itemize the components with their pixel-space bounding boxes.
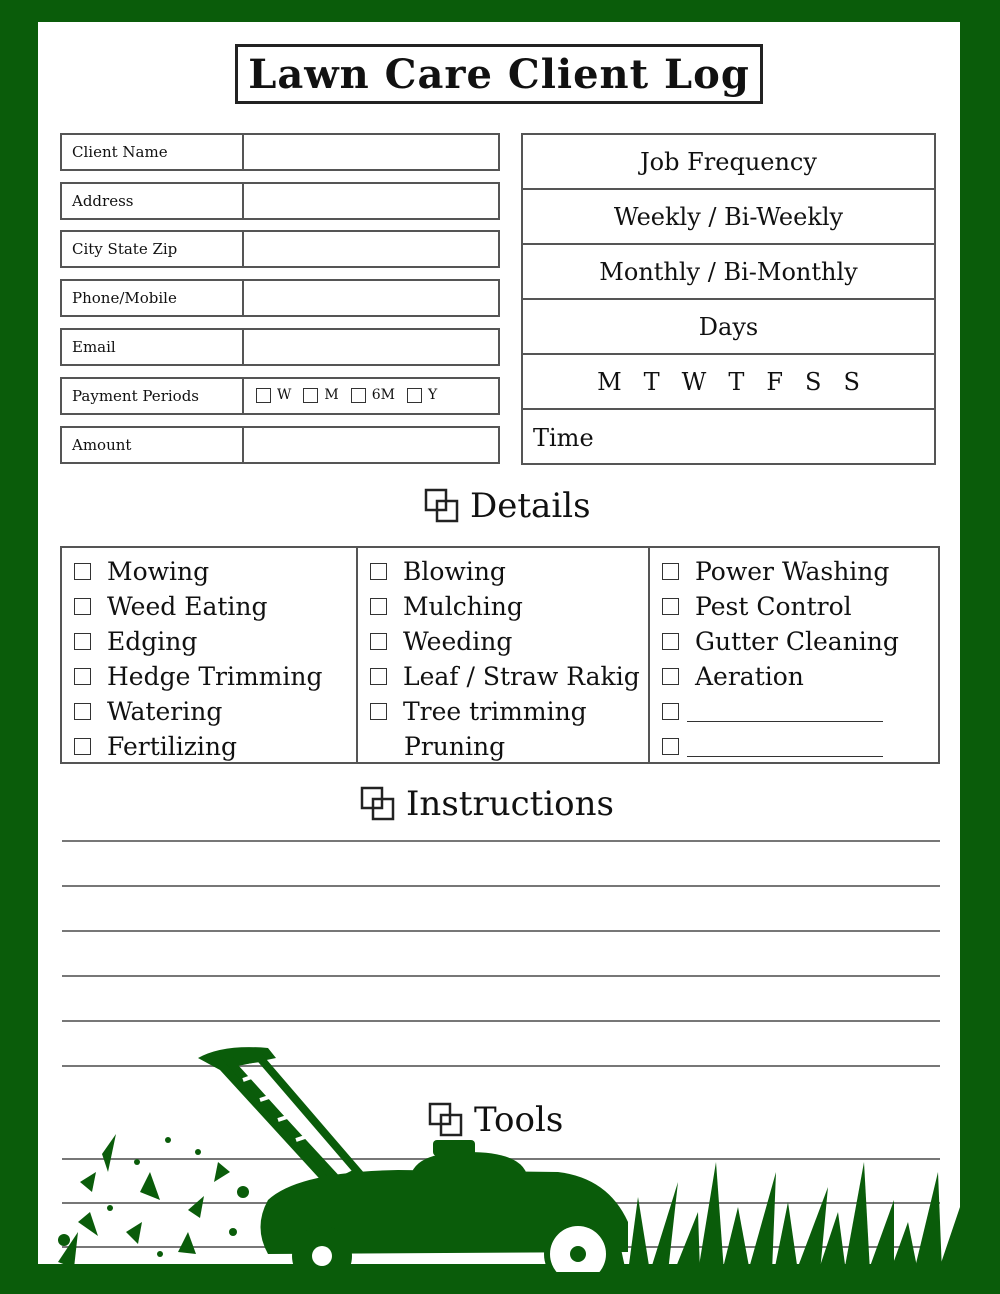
- detail-gutter-cleaning[interactable]: [650, 624, 938, 659]
- checkbox[interactable]: [74, 703, 91, 720]
- day-wed[interactable]: W: [681, 367, 707, 396]
- time-label: Time: [533, 423, 594, 452]
- detail-power-washing[interactable]: [650, 554, 938, 589]
- tools-heading: [428, 1100, 563, 1140]
- checkbox[interactable]: [74, 598, 91, 615]
- details-checklist: [60, 546, 940, 764]
- detail-label: Weeding: [403, 627, 513, 656]
- detail-label: Aeration: [695, 662, 804, 691]
- day-thu[interactable]: T: [728, 367, 745, 396]
- checkbox[interactable]: [370, 633, 387, 650]
- checkbox[interactable]: [662, 563, 679, 580]
- detail-blowing[interactable]: [358, 554, 648, 589]
- day-sun[interactable]: S: [843, 367, 860, 396]
- detail-tree-trimming[interactable]: [358, 694, 648, 729]
- address-row: [60, 182, 500, 220]
- detail-label: Watering: [107, 697, 223, 726]
- instructions-heading: [360, 784, 614, 824]
- email-label: Email: [62, 330, 244, 364]
- checkbox[interactable]: [662, 668, 679, 685]
- detail-watering[interactable]: [62, 694, 356, 729]
- day-tue[interactable]: T: [643, 367, 660, 396]
- detail-label: Hedge Trimming: [107, 662, 323, 691]
- instruction-line[interactable]: [62, 840, 940, 842]
- amount-row: [60, 426, 500, 464]
- details-column-3: [648, 548, 938, 762]
- detail-weeding[interactable]: [358, 624, 648, 659]
- days-row: [523, 355, 934, 410]
- city-state-zip-row: [60, 230, 500, 268]
- log-sheet: [38, 22, 960, 1272]
- client-name-label: Client Name: [62, 135, 244, 169]
- detail-weed-eating[interactable]: [62, 589, 356, 624]
- checkbox[interactable]: [662, 738, 679, 755]
- payment-periods-row: [60, 377, 500, 415]
- payment-monthly-checkbox[interactable]: [303, 388, 318, 403]
- layers-icon: [428, 1102, 464, 1138]
- instruction-line[interactable]: [62, 885, 940, 887]
- detail-label: Fertilizing: [107, 732, 238, 761]
- payment-weekly-label: W: [277, 387, 292, 403]
- detail-label: Pest Control: [695, 592, 852, 621]
- details-column-1: [62, 548, 356, 762]
- details-heading: [424, 486, 591, 526]
- payment-weekly-checkbox[interactable]: [256, 388, 271, 403]
- payment-6month-label: 6M: [371, 387, 395, 403]
- custom-blank-line[interactable]: [687, 736, 883, 757]
- custom-blank-line[interactable]: [687, 701, 883, 722]
- checkbox[interactable]: [74, 668, 91, 685]
- checkbox[interactable]: [370, 668, 387, 685]
- day-fri[interactable]: F: [766, 367, 784, 396]
- detail-pest-control[interactable]: [650, 589, 938, 624]
- detail-label: Blowing: [403, 557, 506, 586]
- details-title: Details: [470, 486, 591, 526]
- checkbox[interactable]: [662, 633, 679, 650]
- phone-label: Phone/Mobile: [62, 281, 244, 315]
- email-field[interactable]: [244, 330, 498, 364]
- detail-custom-1[interactable]: [650, 694, 938, 729]
- days-label: Days: [523, 300, 934, 355]
- detail-leaf-straw-raking[interactable]: [358, 659, 648, 694]
- phone-field[interactable]: [244, 281, 498, 315]
- address-field[interactable]: [244, 184, 498, 218]
- checkbox[interactable]: [74, 563, 91, 580]
- job-frequency-panel: [521, 133, 936, 465]
- payment-yearly-checkbox[interactable]: [407, 388, 422, 403]
- page-title: Lawn Care Client Log: [248, 50, 750, 98]
- detail-pruning: [358, 729, 648, 764]
- amount-field[interactable]: [244, 428, 498, 462]
- frequency-monthly-option[interactable]: Monthly / Bi-Monthly: [523, 245, 934, 300]
- time-field[interactable]: [523, 410, 934, 465]
- detail-label: Gutter Cleaning: [695, 627, 899, 656]
- tools-title: Tools: [474, 1100, 564, 1140]
- detail-label: Weed Eating: [107, 592, 268, 621]
- detail-label: Power Washing: [695, 557, 890, 586]
- city-state-zip-field[interactable]: [244, 232, 498, 266]
- detail-mowing[interactable]: [62, 554, 356, 589]
- payment-monthly-label: M: [324, 387, 339, 403]
- detail-edging[interactable]: [62, 624, 356, 659]
- frequency-weekly-option[interactable]: Weekly / Bi-Weekly: [523, 190, 934, 245]
- checkbox[interactable]: [370, 563, 387, 580]
- payment-period-options: [256, 387, 449, 403]
- detail-label: Mulching: [403, 592, 523, 621]
- email-row: [60, 328, 500, 366]
- detail-label: Mowing: [107, 557, 210, 586]
- layers-icon: [360, 786, 396, 822]
- detail-label: Tree trimming: [403, 697, 587, 726]
- detail-fertilizing[interactable]: [62, 729, 356, 764]
- day-mon[interactable]: M: [597, 367, 622, 396]
- payment-yearly-label: Y: [427, 387, 438, 403]
- instruction-line[interactable]: [62, 975, 940, 977]
- lawn-mower-illustration: [38, 1022, 960, 1272]
- detail-label: Leaf / Straw Rakig: [403, 662, 640, 691]
- checkbox[interactable]: [662, 703, 679, 720]
- phone-row: [60, 279, 500, 317]
- client-name-field[interactable]: [244, 135, 498, 169]
- detail-custom-2[interactable]: [650, 729, 938, 764]
- title-box: [235, 44, 763, 104]
- detail-hedge-trimming[interactable]: [62, 659, 356, 694]
- checkbox[interactable]: [662, 598, 679, 615]
- details-column-2: [356, 548, 648, 762]
- checkbox[interactable]: [74, 633, 91, 650]
- address-label: Address: [62, 184, 244, 218]
- city-state-zip-label: City State Zip: [62, 232, 244, 266]
- detail-aeration[interactable]: [650, 659, 938, 694]
- instruction-line[interactable]: [62, 930, 940, 932]
- checkbox[interactable]: [74, 738, 91, 755]
- instructions-title: Instructions: [406, 784, 614, 824]
- checkbox[interactable]: [370, 703, 387, 720]
- payment-6month-checkbox[interactable]: [351, 388, 366, 403]
- amount-label: Amount: [62, 428, 244, 462]
- payment-periods-label: Payment Periods: [62, 379, 244, 413]
- day-sat[interactable]: S: [805, 367, 822, 396]
- checkbox[interactable]: [370, 598, 387, 615]
- client-name-row: [60, 133, 500, 171]
- detail-label: Pruning: [404, 732, 506, 761]
- layers-icon: [424, 488, 460, 524]
- detail-mulching[interactable]: [358, 589, 648, 624]
- job-frequency-header: Job Frequency: [523, 135, 934, 190]
- detail-label: Edging: [107, 627, 198, 656]
